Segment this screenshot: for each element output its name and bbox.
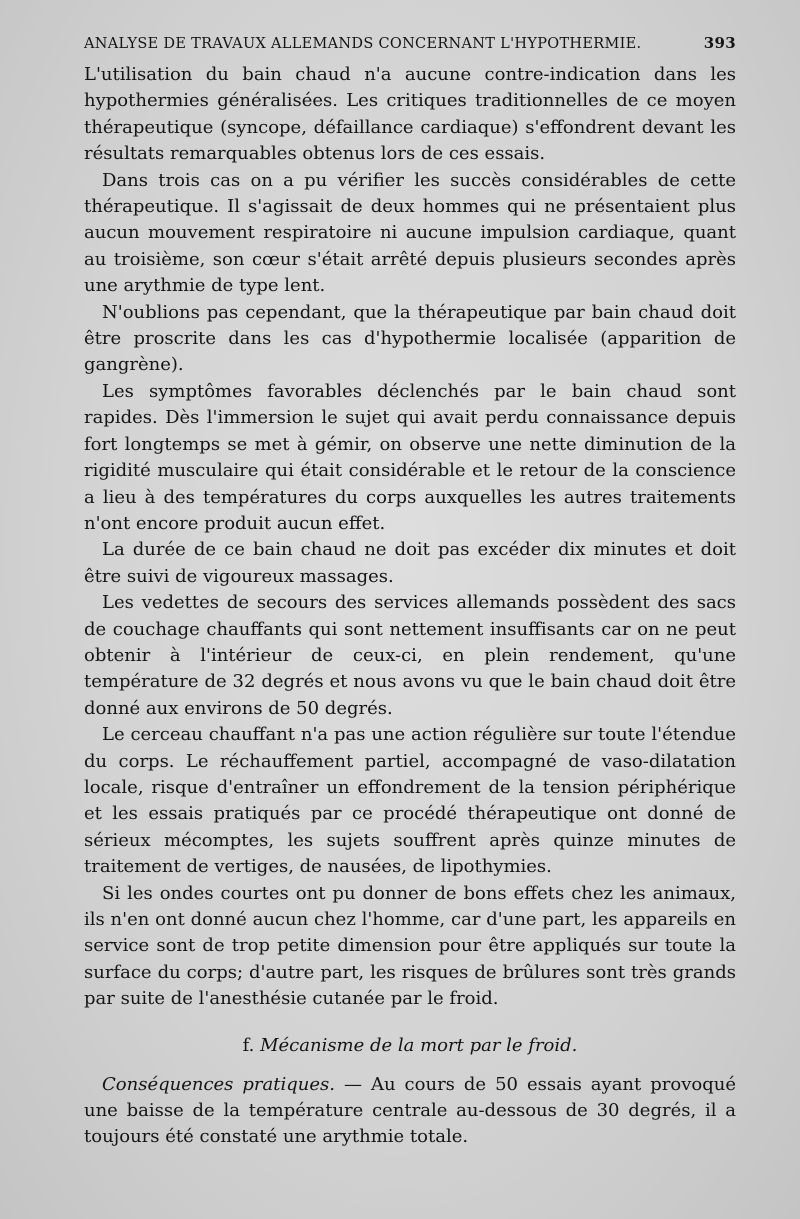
consequences-lead: Conséquences pratiques. [102, 1073, 335, 1095]
paragraph-7: Le cerceau chauffant n'a pas une action régulière sur toute l'étendue du corps. Le réchauffement partiel, accompagné de vaso-dilatation locale, risque d'entraîner un effondrement de la tension périphérique et les essais pratiqués par ce procédé thérapeutique ont donné de sérieux mécomptes, les sujets souffrent après quinze minutes de traitement de vertiges, de nausées, de lipothymies. [84, 724, 736, 878]
paragraph-1: L'utilisation du bain chaud n'a aucune contre-indication dans les hypothermies généralisées. Les critiques traditionnelles de ce moyen thérapeutique (syncope, défaillance cardiaque) s'effondrent devant les résultats remarquables obtenus lors de ces essais. [84, 64, 736, 165]
paragraph-3: N'oublions pas cependant, que la thérapeutique par bain chaud doit être proscrite dans les cas d'hypothermie localisée (apparition de gangrène). [84, 301, 736, 376]
paragraph-5: La durée de ce bain chaud ne doit pas excéder dix minutes et doit être suivi de vigoureux massages. [84, 539, 736, 587]
paragraph-2: Dans trois cas on a pu vérifier les succès considérables de cette thérapeutique. Il s'agissait de deux hommes qui ne présentaient plus aucun mouvement respiratoire ni aucune impulsion cardiaque, quant au troisième, son cœur s'était arrêté depuis plusieurs secondes après une arythmie de type lent. [84, 169, 736, 297]
paragraph-6: Les vedettes de secours des services allemands possèdent des sacs de couchage chauffants qui sont nettement insuffisants car on ne peut obtenir à l'intérieur de ceux-ci, en plein rendement, qu'une température de 32 degrés et nous avons vu que le bain chaud doit être donné aux environs de 50 degrés. [84, 592, 736, 719]
paragraph-8: Si les ondes courtes ont pu donner de bons effets chez les animaux, ils n'en ont donné aucun chez l'homme, car d'une part, les appareils en service sont de trop petite dimension pour être appliqués sur toute la surface du corps; d'autre part, les risques de brûlures sont très grands par suite de l'anesthésie cutanée par le froid. [84, 882, 736, 1010]
section-letter: f. [242, 1034, 255, 1056]
page-number: 393 [703, 34, 736, 52]
consequences-paragraph [84, 1072, 736, 1151]
running-header [84, 34, 736, 52]
body-text [84, 62, 736, 1013]
consequences-text: — Au cours de 50 essais ayant provoqué une baisse de la température centrale au-dessous de 30 degrés, il a toujours été constaté une arythmie totale. [84, 1073, 736, 1148]
paragraph-4: Les symptômes favorables déclenchés par le bain chaud sont rapides. Dès l'immersion le sujet qui avait perdu connaissance depuis fort longtemps se met à gémir, on observe une nette diminution de la rigidité musculaire qui était considérable et le retour de la conscience a lieu à des températures du corps auxquelles les autres traitements n'ont encore produit aucun effet. [84, 380, 736, 534]
section-title: Mécanisme de la mort par le froid. [260, 1034, 578, 1056]
section-heading [84, 1035, 736, 1056]
running-title: ANALYSE DE TRAVAUX ALLEMANDS CONCERNANT L'HYPOTHERMIE. [84, 36, 642, 52]
